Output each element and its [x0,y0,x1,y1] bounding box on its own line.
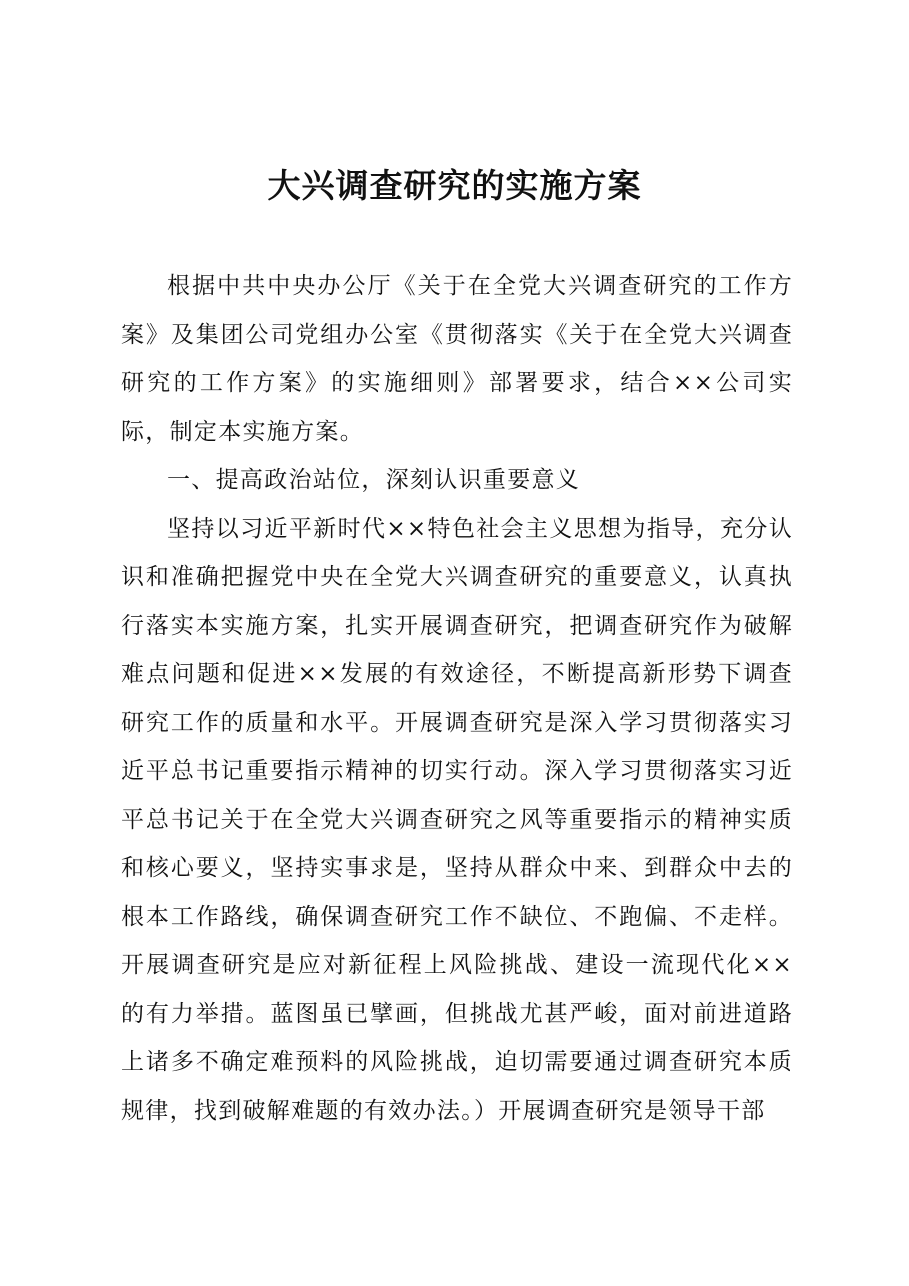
intro-paragraph: 根据中共中央办公厅《关于在全党大兴调查研究的工作方案》及集团公司党组办公室《贯彻落实《关于在全党大兴调查研究的工作方案》的实施细则》部署要求，结合××公司实际，制定本实施方案。 [121,273,793,445]
section-heading-1: 一、提高政治站位，深刻认识重要意义 [167,467,581,493]
document-title: 大兴调查研究的实施方案 [267,166,642,205]
section-1-paragraph: 坚持以习近平新时代××特色社会主义思想为指导，充分认识和准确把握党中央在全党大兴调查研究的重要意义，认真执行落实本实施方案，扎实开展调查研究，把调查研究作为破解难点问题和促进××发展的有效途径，不断提高新形势下调查研究工作的质量和水平。开展调查研究是深入学习贯彻落实习近平总书记重要指示精神的切实行动。深入学习贯彻落实习近平总书记关于在全党大兴调查研究之风等重要指示的精神实质和核心要义，坚持实事求是，坚持从群众中来、到群众中去的根本工作路线，确保调查研究工作不缺位、不跑偏、不走样。开展调查研究是应对新征程上风险挑战、建设一流现代化××的有力举措。蓝图虽已擘画，但挑战尤甚严峻，面对前进道路上诸多不确定难预料的风险挑战，迫切需要通过调查研究本质规律，找到破解难题的有效办法。）开展调查研究是领导干部 [121,515,793,1124]
document-body [121,262,793,1135]
